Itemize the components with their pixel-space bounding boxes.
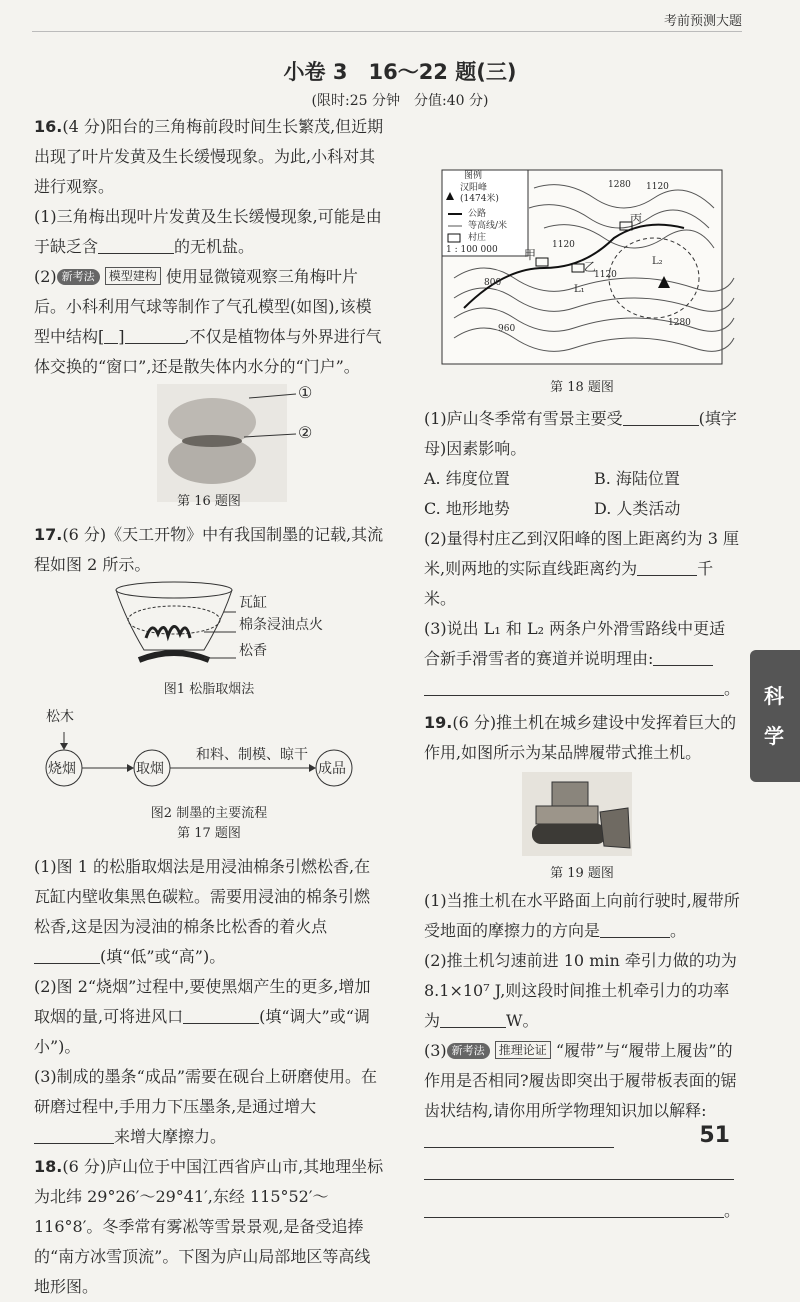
legend-road: 公路 — [468, 209, 487, 219]
q17-caption: 第 17 题图 — [177, 826, 241, 841]
q18-blank-2[interactable] — [637, 557, 697, 576]
q18-part2: (2)量得村庄乙到汉阳峰的图上距离约为 3 厘米,则两地的实际直线距离约为 千米。 — [424, 529, 740, 608]
method-tag: 模型建构 — [105, 267, 161, 285]
label-bing: 丙 — [630, 212, 643, 226]
legend-elev: (1474米) — [460, 194, 499, 204]
q19-answer-line-2-row: 。 — [424, 1196, 740, 1226]
q18-blank-3[interactable] — [653, 647, 713, 666]
q16-blank-1[interactable] — [98, 235, 174, 254]
new-method-tag: 新考法 — [57, 269, 100, 285]
legend-contour: 等高线/米 — [468, 221, 508, 231]
q19-answer-line-1[interactable] — [424, 1178, 734, 1180]
fig2-node-1: 烧烟 — [48, 761, 76, 777]
contour-1120b: 1120 — [552, 240, 575, 250]
new-method-tag-2: 新考法 — [447, 1043, 490, 1059]
header-divider — [32, 31, 742, 32]
q19-figure — [424, 768, 740, 886]
fig1-label-wick: 棉条浸油点火 — [239, 617, 323, 633]
legend-village: 村庄 — [468, 233, 487, 243]
q19-part3: (3) 新考法 推理论证 “履带”与“履带上履齿”的作用是否相同?履齿即突出于履带板表面的锯齿状结构,请你用所学物理知识加以解释: — [424, 1036, 740, 1156]
right-column — [424, 112, 740, 1226]
q17-stem: 17.(6 分)《天工开物》中有我国制墨的记载,其流程如图 2 所示。 — [34, 525, 384, 574]
option-d[interactable]: D. 人类活动 — [594, 499, 681, 518]
q17-figures — [34, 580, 384, 852]
contour-1280a: 1280 — [608, 180, 631, 190]
q19-blank-2[interactable] — [440, 1009, 506, 1028]
fig2-steps: 和料、制模、晾干 — [196, 747, 308, 763]
q19-caption: 第 19 题图 — [550, 866, 614, 881]
q16-blank-3[interactable] — [125, 325, 185, 344]
contour-1120c: 1120 — [594, 270, 617, 280]
subject-tab-char-1: 科 — [764, 684, 784, 708]
q17-blank-3[interactable] — [34, 1125, 114, 1144]
page-title: 小卷 3 16～22 题(三) — [283, 60, 517, 84]
q16-part1: (1)三角梅出现叶片发黄及生长缓慢现象,可能是由于缺乏含 的无机盐。 — [34, 207, 382, 256]
q17-part3: (3)制成的墨条“成品”需要在砚台上研磨使用。在研磨过程中,手用力下压墨条,是通过增大来增大摩擦力。 — [34, 1067, 378, 1146]
fig2-node-3: 成品 — [318, 761, 346, 777]
label-l1: L₁ — [574, 284, 585, 295]
q18-caption: 第 18 题图 — [550, 380, 614, 395]
q19-blank-3[interactable] — [424, 1129, 614, 1148]
q17-blank-2[interactable] — [183, 1005, 259, 1024]
contour-800: 800 — [484, 278, 502, 288]
subject-tab — [750, 650, 800, 782]
legend-peak: 汉阳峰 — [460, 183, 488, 193]
contour-960: 960 — [498, 324, 516, 334]
left-column — [34, 112, 384, 1302]
q16-figure — [34, 382, 384, 512]
q19-answer-line-2[interactable] — [424, 1199, 724, 1218]
subject-tab-char-2: 学 — [764, 724, 784, 748]
option-c[interactable]: C. 地形地势 — [424, 499, 510, 518]
q16-stem: 16.(4 分)阳台的三角梅前段时间生长繁茂,但近期出现了叶片发黄及生长缓慢现象。为此,小科对其进行观察。 — [34, 117, 384, 196]
q17-part2: (2)图 2“烧烟”过程中,要使黑烟产生的更多,增加取烟的量,可将进风口 (填“调大”或“调小”)。 — [34, 977, 371, 1056]
fig1-label-jar: 瓦缸 — [239, 595, 267, 611]
label-l2: L₂ — [652, 256, 663, 267]
q16-caption: 第 16 题图 — [177, 494, 241, 509]
q19-part2: (2)推土机匀速前进 10 min 牵引力做的功为 8.1×10⁷ J,则这段时间推土机牵引力的功率为 W。 — [424, 951, 737, 1030]
q18-figure — [424, 168, 740, 404]
fig2-caption: 图2 制墨的主要流程 — [150, 806, 268, 821]
q17-blank-1[interactable] — [34, 945, 100, 964]
fig1-caption: 图1 松脂取烟法 — [163, 682, 255, 697]
contour-1280b: 1280 — [668, 318, 691, 328]
q18-stem: 18.(6 分)庐山位于中国江西省庐山市,其地理坐标为北纬 29°26′～29°41′,东经 115°52′～116°8′。冬季常有雾凇等雪景景观,是备受追捧的“南方冰雪顶流”。下图为庐山局部地区等高线地形图。 — [34, 1157, 384, 1296]
contour-1120a: 1120 — [646, 182, 669, 192]
option-b[interactable]: B. 海陆位置 — [594, 469, 680, 488]
q16-label-2: ② — [298, 423, 313, 442]
label-jia: 甲 — [524, 248, 537, 262]
q18-answer-line: 。 — [424, 674, 740, 704]
q18-blank-1[interactable] — [623, 407, 699, 426]
q18-options-row2 — [424, 494, 740, 524]
map-scale: 1 : 100 000 — [446, 245, 498, 255]
q16-blank-2[interactable] — [104, 325, 118, 344]
fig2-input: 松木 — [46, 709, 74, 725]
fig1-label-rosin: 松香 — [239, 643, 267, 659]
option-a[interactable]: A. 纬度位置 — [424, 469, 510, 488]
q18-options-row1 — [424, 464, 740, 494]
q19-stem: 19.(6 分)推土机在城乡建设中发挥着巨大的作用,如图所示为某品牌履带式推土机。 — [424, 713, 737, 762]
fig2-node-2: 取烟 — [136, 761, 164, 777]
q19-blank-1[interactable] — [600, 919, 670, 938]
page-number: 51 — [699, 1123, 730, 1148]
q18-answer-blank[interactable] — [424, 677, 724, 696]
q16-part2: (2) 新考法 模型建构 使用显微镜观察三角梅叶片后。小科利用气球等制作了气孔模型(如图),该模型中结构[ ] ,不仅是植物体与外界进行气体交换的“窗口”,还是散失体内水分的“门户”。 — [34, 267, 382, 376]
q18-part1: (1)庐山冬季常有雪景主要受 (填字母)因素影响。 — [424, 409, 737, 458]
label-yi: 乙 — [584, 260, 597, 274]
q18-part3: (3)说出 L₁ 和 L₂ 两条户外滑雪路线中更适合新手滑雪者的赛道并说明理由: — [424, 619, 726, 668]
q17-part1: (1)图 1 的松脂取烟法是用浸油棉条引燃松香,在瓦缸内壁收集黑色碳粒。需要用浸油的棉条引燃松香,这是因为浸油的棉条比松香的着火点(填“低”或“高”)。 — [34, 857, 371, 966]
q16-label-1: ① — [298, 383, 313, 402]
legend-title: 图例 — [464, 171, 483, 181]
page-subtitle: (限时:25 分钟 分值:40 分) — [311, 93, 489, 109]
method-tag-2: 推理论证 — [495, 1041, 551, 1059]
running-title: 考前预测大题 — [663, 14, 742, 29]
q19-part1: (1)当推土机在水平路面上向前行驶时,履带所受地面的摩擦力的方向是 。 — [424, 891, 740, 940]
